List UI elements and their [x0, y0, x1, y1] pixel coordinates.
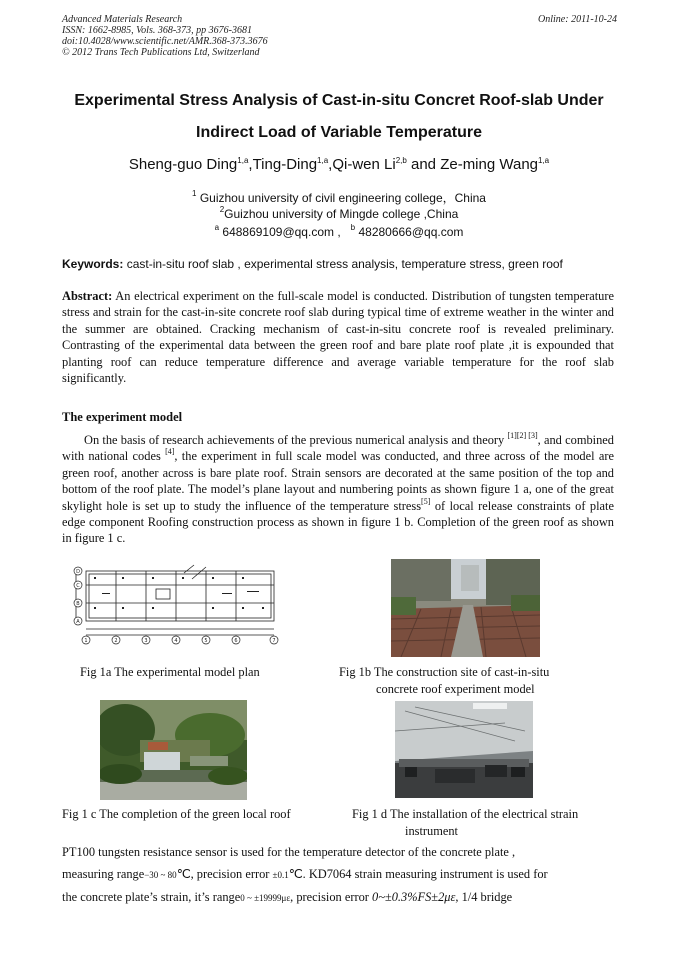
email-a[interactable]: 648869109@qq.com ,: [222, 225, 341, 239]
construction-site-photo: [391, 559, 540, 657]
author-list: [0, 156, 678, 173]
instrument-photo: [395, 701, 533, 798]
author-sup: 1,a: [237, 156, 249, 165]
col-label: 4: [174, 638, 178, 644]
citation[interactable]: [1][2] [3]: [507, 431, 538, 440]
col-label: 5: [204, 638, 208, 644]
para-text: On the basis of research achievements of the previous numerical analysis and theory: [84, 433, 508, 447]
issn-line: ISSN: 1662-8985, Vols. 368-373, pp 3676-3681: [62, 25, 252, 36]
caption-fig1c: Fig 1 c The completion of the green local roof: [62, 807, 291, 821]
keywords-label: Keywords:: [62, 257, 124, 271]
paper-title-line2: Indirect Load of Variable Temperature: [196, 124, 482, 141]
aff-sup: 2: [219, 205, 225, 214]
para-text: , the experiment in full scale model was conducted, and three across of the model are green roof, another across is bare plate roof. Strain sensors are decorated at the same position of the top and bottom of the roof plate. The model’s plane layout and numbering points as shown figure 1 a, one of the great skylight hole is set up to study the influence of the temperature stress: [62, 449, 614, 513]
axis-label: B: [76, 601, 80, 607]
col-label: 6: [234, 638, 238, 644]
author-sup: 1,a: [538, 156, 550, 165]
author-name: ,Qi-wen Li: [328, 156, 396, 173]
keywords: [62, 257, 622, 271]
keywords-text: cast-in-situ roof slab , experimental stress analysis, temperature stress, green roof: [126, 257, 563, 271]
aff-text: Guizhou university of Mingde college ,China: [224, 207, 459, 221]
para-text: , and combined with national codes: [62, 433, 614, 464]
aff-text: Guizhou university of civil engineering college，China: [199, 191, 486, 205]
col-label: 2: [114, 638, 118, 644]
affiliation-1: [0, 189, 678, 206]
axis-label: C: [76, 583, 80, 589]
col-label: 1: [84, 638, 88, 644]
caption-fig1b-line2: concrete roof experiment model: [376, 682, 535, 696]
col-label: 3: [144, 638, 148, 644]
abstract-text: An electrical experiment on the full-scale model is conducted. Distribution of tungsten temperature stress and strain for the cast-in-site concrete roof slab during typical time of extreme weather in the winter and the summer are obtained. Cracking mechanism of cast-in-situ concrete roof is revealed preliminary. Contrasting of the experimental data between the green roof and bare plate roof plate ,it is expounded that planting roof can reduce temperature difference and average variable temperature for the roof slab significantly.: [62, 289, 614, 386]
aff-sup: 1: [192, 189, 197, 198]
abstract: [62, 288, 614, 386]
para-text: of local release constraints of plate edge component Roofing construction process as shown in figure 1 b. Completion of the green roof as shown in figure 1 c.: [62, 498, 614, 546]
caption-fig1d-line1: Fig 1 d The installation of the electrical strain: [352, 807, 579, 821]
para-text: the concrete plate’s strain, it’s range: [62, 890, 241, 904]
online-date: Online: 2011-10-24: [538, 14, 617, 25]
author-name: and Ze-ming Wang: [406, 156, 538, 173]
figure-1c-photo: [100, 700, 247, 800]
section-heading: The experiment model: [62, 410, 183, 424]
green-roof-photo: [100, 700, 247, 800]
email-sup: b: [350, 223, 356, 232]
journal-name: Advanced Materials Research: [62, 14, 183, 25]
author-name: Sheng-guo Ding: [128, 156, 238, 173]
para-text: , precision error: [290, 890, 373, 904]
author-sup: 2,b: [395, 156, 407, 165]
bottom-line-2: [62, 863, 614, 886]
error-value: ±0.1: [272, 870, 289, 880]
para-text: ℃. KD7064 strain measuring instrument is used for: [288, 867, 548, 881]
caption-fig1a: Fig 1a The experimental model plan: [80, 665, 260, 679]
email-sup: a: [214, 223, 220, 232]
author-name: ,Ting-Ding: [248, 156, 318, 173]
col-label: 7: [272, 638, 276, 644]
para-text: ℃, precision error: [176, 867, 273, 881]
section-paragraph: [62, 432, 614, 547]
figure-1b-photo: [391, 559, 540, 657]
affiliation-2: [0, 207, 678, 221]
para-text: measuring range: [62, 867, 145, 881]
axis-label: A: [76, 619, 80, 625]
citation[interactable]: [5]: [421, 496, 431, 506]
error-value: 0~±0.3%FS±2με: [372, 890, 456, 904]
para-text: , 1/4 bridge: [455, 890, 513, 904]
range-value: 0 ~ ±19999με: [240, 893, 291, 903]
copyright-line: © 2012 Trans Tech Publications Ltd, Switzerland: [62, 47, 260, 58]
abstract-label: Abstract:: [62, 289, 113, 303]
caption-fig1d-line2: instrument: [405, 824, 458, 838]
email-line: [0, 225, 678, 239]
bottom-line-1: PT100 tungsten resistance sensor is used for the temperature detector of the concrete plate ,: [62, 845, 516, 859]
axis-label: D: [76, 569, 80, 575]
email-b[interactable]: 48280666@qq.com: [358, 225, 464, 239]
figure-1d-photo: [395, 701, 533, 798]
range-value: −30 ~ 80: [144, 870, 177, 880]
author-sup: 1,a: [317, 156, 329, 165]
running-header: [62, 14, 617, 58]
paper-title-line1: Experimental Stress Analysis of Cast-in-situ Concret Roof-slab Under: [74, 92, 604, 109]
bottom-paragraph: [62, 841, 614, 909]
caption-fig1b-line1: Fig 1b The construction site of cast-in-situ: [339, 665, 550, 679]
citation[interactable]: [4]: [165, 447, 175, 457]
bottom-line-3: [62, 886, 614, 909]
plan-drawing: [72, 563, 287, 645]
figure-1a-plan: [72, 563, 287, 645]
doi-line: doi:10.4028/www.scientific.net/AMR.368-373.3676: [62, 36, 268, 47]
